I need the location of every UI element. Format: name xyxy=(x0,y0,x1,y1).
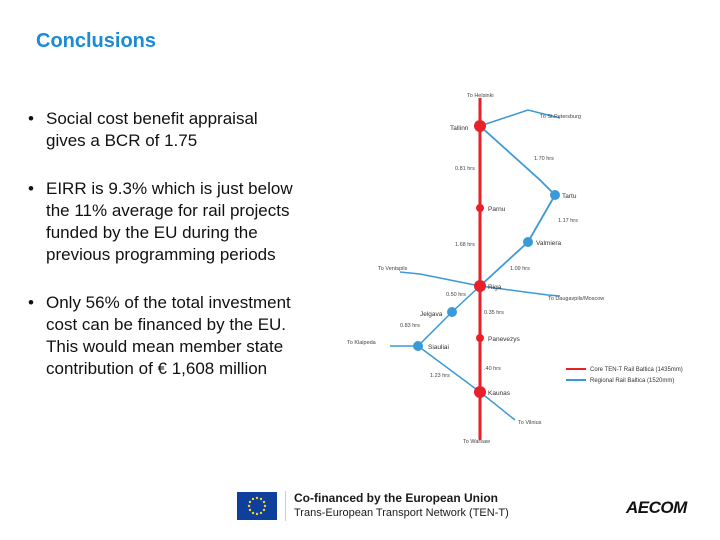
station-parnu xyxy=(476,204,484,212)
station-valmiera xyxy=(523,237,533,247)
bullet-line: cost can be financed by the EU. xyxy=(46,315,287,334)
station-siauliai xyxy=(413,341,423,351)
bullet-line: Social cost benefit appraisal xyxy=(46,109,258,128)
dest-label-warsaw: To Warsaw xyxy=(463,439,490,445)
bullet-marker: • xyxy=(28,179,34,198)
time-label: 1.09 hrs xyxy=(510,266,530,272)
aecom-logo: AECOM xyxy=(626,498,687,517)
ten-t-text: Trans-European Transport Network (TEN-T) xyxy=(294,507,509,519)
dest-label-daugavpils-moscow: To Daugavpils/Moscow xyxy=(548,296,605,302)
footer-eu-cofinancing xyxy=(237,490,509,522)
bullet-line: contribution of € 1,608 million xyxy=(46,359,268,378)
city-label-panevezys: Panevezys xyxy=(488,336,520,343)
station-kaunas xyxy=(474,386,486,398)
station-jelgava xyxy=(447,307,457,317)
time-label: 0.50 hrs xyxy=(446,292,466,298)
city-label-siauliai: Siauliai xyxy=(428,344,449,351)
time-label: 0.35 hrs xyxy=(484,310,504,316)
bullet-line: previous programming periods xyxy=(46,245,276,264)
eu-text-block xyxy=(285,491,509,521)
bullet-line: EIRR is 9.3% which is just below xyxy=(46,179,293,198)
time-label: 0.81 hrs xyxy=(455,166,475,172)
time-label: 1.70 hrs xyxy=(534,156,554,162)
eu-cofinanced-text: Co-financed by the European Union xyxy=(294,491,499,505)
legend-regional-label: Regional Rail Baltica (1520mm) xyxy=(590,378,675,384)
regional-line-ventspils xyxy=(400,272,480,286)
station-riga xyxy=(474,280,486,292)
city-label-jelgava: Jelgava xyxy=(420,311,443,318)
station-panevezys xyxy=(476,334,484,342)
bullet-marker: • xyxy=(28,293,34,312)
regional-line-siauliai-kaunas xyxy=(418,346,480,392)
bullet-line: the 11% average for rail projects xyxy=(46,201,290,220)
city-label-tartu: Tartu xyxy=(562,193,577,200)
station-tartu xyxy=(550,190,560,200)
legend-core-label: Core TEN-T Rail Baltica (1435mm) xyxy=(590,367,683,373)
city-label-tallinn: Tallinn xyxy=(450,125,469,132)
dest-label-vilnius: To Vilnius xyxy=(518,420,542,426)
bullet-eu-financing xyxy=(28,292,358,380)
bullet-marker: • xyxy=(28,109,34,128)
dest-label-st-petersburg: To St.Petersburg xyxy=(540,114,581,120)
time-label: 1.23 hrs xyxy=(430,373,450,379)
time-label: 1.68 hrs xyxy=(455,242,475,248)
dest-label-klaipeda: To Klaipeda xyxy=(347,340,376,346)
bullet-line: Only 56% of the total investment xyxy=(46,293,291,312)
city-label-riga: Riga xyxy=(488,284,502,291)
eu-flag-icon xyxy=(237,492,277,520)
bullet-line: gives a BCR of 1.75 xyxy=(46,131,198,150)
city-label-kaunas: Kaunas xyxy=(488,390,511,397)
dest-label-ventspils: To Ventspils xyxy=(378,266,408,272)
bullet-line: funded by the EU during the xyxy=(46,223,258,242)
rail-baltica-map xyxy=(340,88,720,448)
bullet-bca xyxy=(28,108,358,152)
city-label-parnu: Parnu xyxy=(488,206,506,213)
time-label: .40 hrs xyxy=(484,366,501,372)
bullet-eirr xyxy=(28,178,358,266)
slide-title: Conclusions xyxy=(36,30,157,52)
time-label: 0.83 hrs xyxy=(400,323,420,329)
bullet-line: This would mean member state xyxy=(46,337,284,356)
dest-label-helsinki: To Helsinki xyxy=(467,93,494,99)
city-label-valmiera: Valmiera xyxy=(536,240,562,247)
station-tallinn xyxy=(474,120,486,132)
time-label: 1.17 hrs xyxy=(558,218,578,224)
